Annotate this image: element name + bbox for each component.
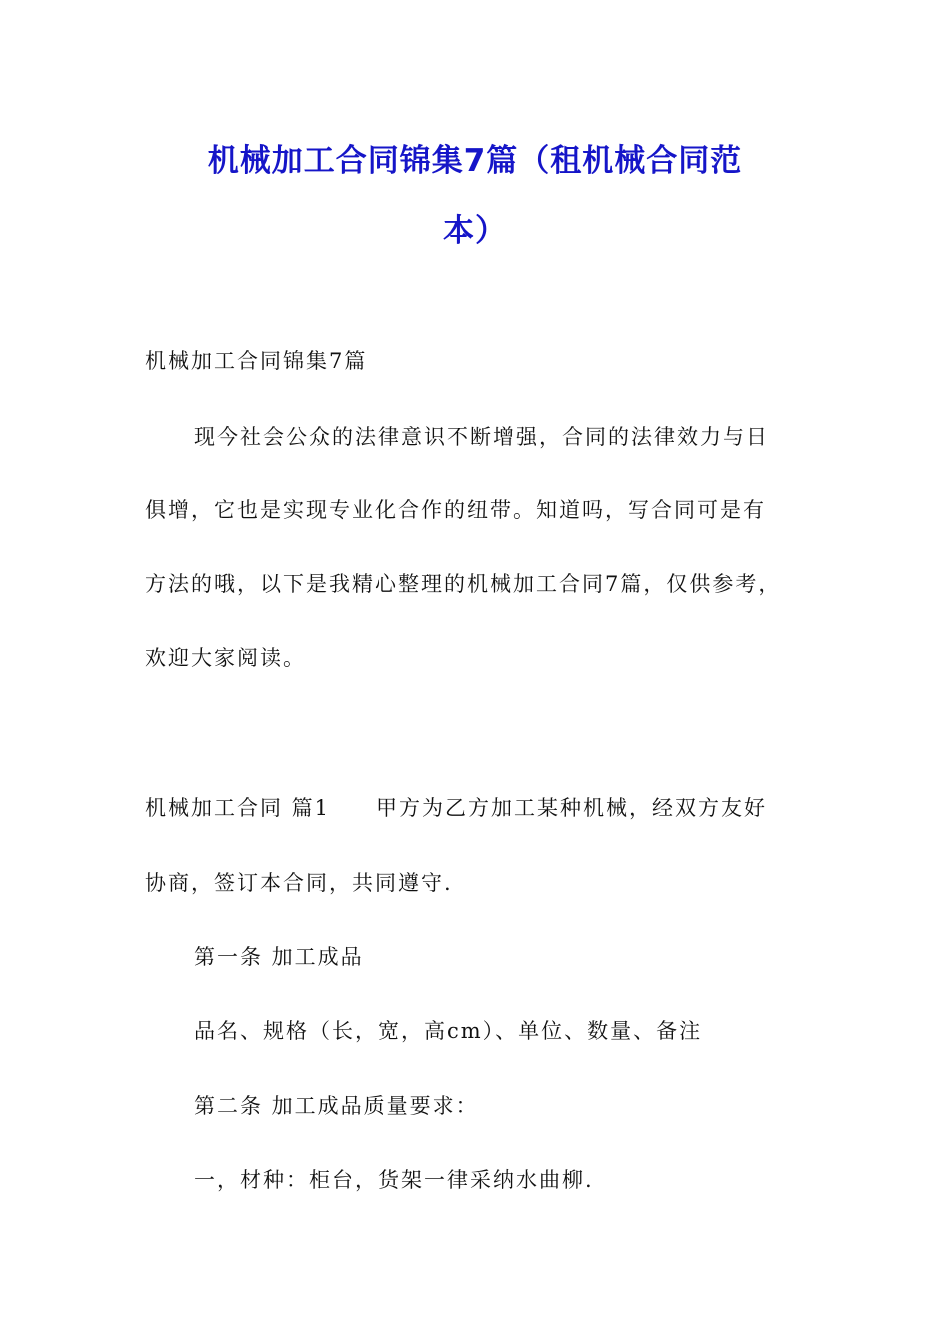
section1-first-text: 甲方为乙方加工某种机械，经双方友好 <box>376 796 768 820</box>
document-title-line-1: 机械加工合同锦集7篇（租机械合同范 <box>207 143 743 179</box>
document-title-line-2: 本） <box>443 213 507 249</box>
intro-line-1: 现今社会公众的法律意识不断增强，合同的法律效力与日 <box>194 425 769 449</box>
document-subtitle: 机械加工合同锦集7篇 <box>145 349 368 373</box>
article-2-heading: 第二条 加工成品质量要求： <box>194 1094 479 1118</box>
article-2-item-1: 一，材种：柜台，货架一律采纳水曲柳. <box>194 1168 594 1192</box>
article-1-heading: 第一条 加工成品 <box>194 945 364 969</box>
article-1-content: 品名、规格（长，宽，高cm）、单位、数量、备注 <box>194 1019 703 1043</box>
section1-heading: 机械加工合同 篇1 <box>145 796 331 820</box>
intro-line-2: 俱增，它也是实现专业化合作的纽带。知道吗，写合同可是有 <box>145 498 766 522</box>
intro-line-3: 方法的哦，以下是我精心整理的机械加工合同7篇，仅供参考， <box>145 572 782 596</box>
section1-first-line <box>145 794 767 822</box>
intro-line-4: 欢迎大家阅读。 <box>145 646 306 670</box>
section1-second-line: 协商，签订本合同，共同遵守. <box>145 871 453 895</box>
